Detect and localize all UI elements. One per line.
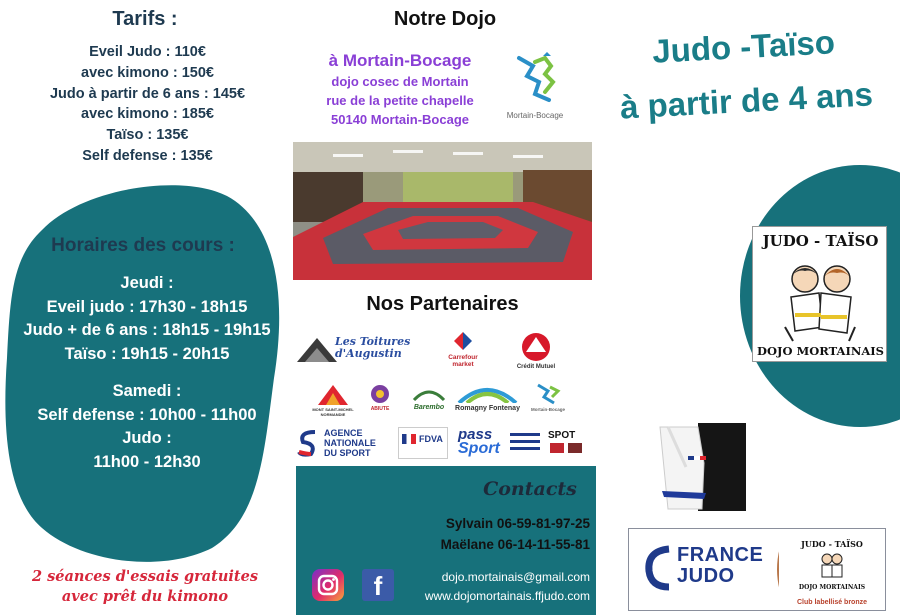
tarif-item: avec kimono : 150€ [81, 64, 214, 81]
horaire-line: Eveil judo : 17h30 - 18h15 [46, 297, 248, 316]
partner-mortain-small-logo [530, 383, 566, 415]
horaires-day-jeudi: Jeudi : [120, 274, 174, 292]
contact-phone-maelane[interactable]: Maëlane 06-14-11-55-81 [440, 537, 590, 552]
partner-fdva-logo [398, 427, 448, 459]
tarif-item: Self defense : 135€ [82, 147, 213, 164]
horaires-title: Horaires des cours : [51, 235, 235, 256]
partner-carrefour-label: Carrefour market [448, 354, 478, 368]
horaire-line: 11h00 - 12h30 [93, 452, 201, 471]
partner-barembo-logo [410, 384, 448, 414]
tarifs-title: Tarifs : [112, 8, 178, 30]
mortain-logo-label: Mortain-Bocage [506, 111, 564, 120]
club-label-badge [779, 529, 885, 610]
horaires-day-samedi: Samedi : [112, 382, 182, 400]
badge-subtitle: DOJO MORTAINAIS [798, 584, 866, 591]
headline-line: à partir de 4 ans [619, 75, 874, 126]
contact-email[interactable]: dojo.mortainais@gmail.com [441, 570, 590, 584]
dojo-address [300, 50, 500, 129]
judogi-image [658, 423, 746, 511]
contact-website[interactable]: www.dojomortainais.ffjudo.com [424, 589, 590, 603]
horaire-line: Self defense : 10h00 - 11h00 [37, 405, 257, 424]
partner-ans-logo [297, 426, 389, 460]
france-judo-line: FRANCE [677, 544, 764, 566]
partner-romagny-label: Romagny Fontenay [455, 405, 520, 412]
address-line: 50140 Mortain-Bocage [331, 112, 469, 127]
promo-line: avec prêt du kimono [61, 588, 229, 605]
france-judo-card [628, 528, 886, 611]
badge-kids-illustration [817, 551, 847, 581]
partner-toitures-label: Les Toitures d'Augustin [335, 335, 411, 360]
horaire-line: Taïso : 19h15 - 20h15 [64, 344, 230, 363]
horaires-list [22, 272, 272, 474]
promo-text [20, 567, 270, 607]
mortain-bocage-logo [505, 52, 565, 120]
partner-spot-logo [548, 430, 594, 460]
france-judo-wordmark [677, 545, 763, 587]
partner-romagny-logo [455, 383, 520, 415]
address-line: dojo cosec de Mortain [331, 74, 469, 89]
judo-taiso-poster [752, 226, 887, 362]
instagram-icon[interactable] [312, 569, 344, 601]
france-judo-logo-icon [643, 545, 673, 591]
tarif-item: Eveil Judo : 110€ [89, 44, 206, 60]
partner-fdva-label: FDVA [419, 434, 443, 444]
partner-ans-line: DU SPORT [324, 448, 371, 458]
tarifs-list [30, 42, 265, 167]
headline-line: Judo -Taïso [651, 23, 836, 70]
partner-abiute-logo [365, 384, 395, 414]
partner-ans-line: NATIONALE [324, 438, 376, 448]
tarif-item: Taïso : 135€ [106, 127, 189, 144]
badge-label: Club labellisé bronze [796, 599, 867, 606]
partner-mortain-small-label: Mortain-Bocage [530, 407, 565, 412]
partner-pass-sport-logo [458, 427, 542, 461]
facebook-icon[interactable]: f [362, 569, 394, 601]
dojo-photo [293, 142, 592, 280]
badge-title: JUDO - TAÏSO [801, 539, 863, 549]
partner-mont-label: MONT SAINT-MICHEL NORMANDIE [312, 407, 354, 417]
partner-carrefour-logo [446, 330, 480, 372]
partner-credit-mutuel-label: Crédit Mutuel [516, 364, 556, 370]
partner-sport-line: Sport [458, 440, 500, 457]
partner-abiute-label: ABIUTE [370, 406, 390, 412]
tarif-item: Judo à partir de 6 ans : 145€ [49, 85, 246, 102]
horaire-line: Judo : [122, 429, 172, 447]
partner-ans-line: AGENCE [324, 428, 363, 438]
poster-subtitle: DOJO MORTAINAIS [757, 344, 884, 358]
partners-title: Nos Partenaires [366, 293, 519, 315]
partner-credit-mutuel-logo [515, 332, 557, 372]
partner-toitures-logo [297, 330, 417, 370]
partner-spot-label: SPOT [548, 430, 576, 441]
tarif-item: avec kimono : 185€ [81, 106, 214, 123]
partner-pass-line: pass [458, 426, 493, 443]
promo-line: 2 séances d'essais gratuites [32, 568, 258, 585]
contacts-title: Contacts [483, 478, 577, 500]
kids-judo-illustration [775, 257, 867, 343]
headline [597, 12, 892, 135]
dojo-city: à Mortain-Bocage [328, 51, 472, 70]
partner-barembo-label: Barembo [413, 404, 445, 411]
poster-title: JUDO - TAÏSO [762, 232, 879, 250]
address-line: rue de la petite chapelle [326, 93, 474, 108]
contact-phone-sylvain[interactable]: Sylvain 06-59-81-97-25 [445, 516, 590, 531]
partner-mont-logo [310, 383, 356, 415]
france-judo-line: JUDO [677, 565, 735, 587]
dojo-title: Notre Dojo [393, 8, 497, 30]
horaire-line: Judo + de 6 ans : 18h15 - 19h15 [23, 321, 271, 339]
